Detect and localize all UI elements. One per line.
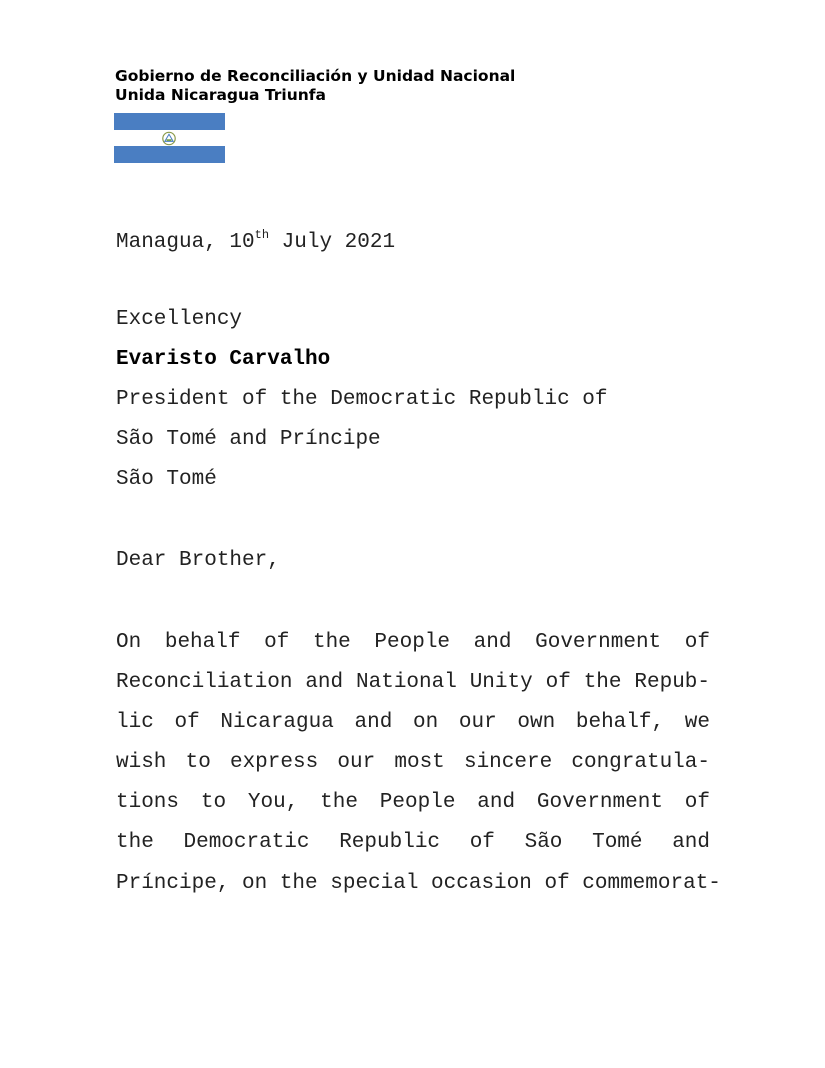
flag-bottom-band bbox=[114, 146, 225, 163]
coat-of-arms-icon bbox=[160, 131, 178, 146]
paragraph-line: tions to You, the People and Government of bbox=[116, 791, 710, 815]
paragraph-line: On behalf of the People and Government of bbox=[116, 631, 710, 654]
paragraph-line: wish to express our most sincere congratula- bbox=[116, 751, 710, 775]
nicaragua-flag-icon bbox=[114, 113, 225, 163]
recipient-title-line1: President of the Democratic Republic of bbox=[116, 388, 608, 411]
flag-middle-band bbox=[114, 130, 225, 147]
flag-top-band bbox=[114, 113, 225, 130]
paragraph-line: lic of Nicaragua and on our own behalf, we bbox=[116, 711, 710, 735]
date-suffix: July 2021 bbox=[269, 231, 396, 254]
date-prefix: Managua, 10 bbox=[116, 231, 255, 254]
letter-paragraph bbox=[116, 628, 721, 909]
date-ordinal: th bbox=[254, 228, 270, 242]
recipient-title-line2: São Tomé and Príncipe bbox=[116, 428, 381, 451]
letterhead-government-name: Gobierno de Reconciliación y Unidad Nacional bbox=[115, 67, 516, 85]
recipient-name: Evaristo Carvalho bbox=[116, 348, 331, 371]
paragraph-line: Príncipe, on the special occasion of commemorat- bbox=[116, 871, 721, 895]
recipient-city: São Tomé bbox=[116, 468, 217, 491]
paragraph-line: the Democratic Republic of São Tomé and bbox=[116, 831, 710, 855]
letter-date bbox=[116, 228, 395, 254]
letterhead-slogan: Unida Nicaragua Triunfa bbox=[115, 86, 327, 104]
greeting: Dear Brother, bbox=[116, 549, 280, 572]
recipient-salutation: Excellency bbox=[116, 308, 243, 331]
paragraph-line: Reconciliation and National Unity of the Repub- bbox=[116, 671, 710, 695]
letterhead bbox=[115, 67, 515, 105]
